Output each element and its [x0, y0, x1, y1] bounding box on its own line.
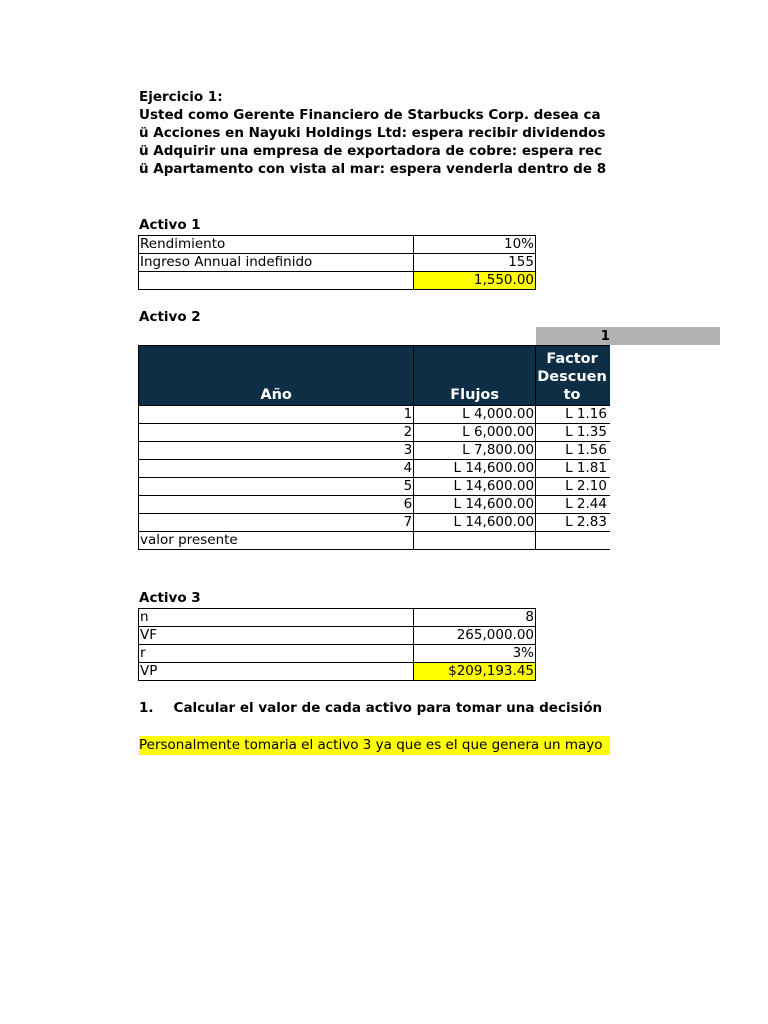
activo3-label[interactable]: n — [139, 609, 414, 627]
header-factor-line: Factor — [546, 351, 598, 367]
table-row — [139, 645, 536, 663]
table-row — [139, 406, 611, 424]
table-header-row — [139, 346, 611, 406]
header-factor[interactable] — [536, 346, 610, 406]
year-cell[interactable]: 6 — [139, 496, 414, 514]
activo2-title: Activo 2 — [139, 309, 201, 325]
factor-value: L 2.44 — [565, 496, 607, 512]
table-row — [139, 532, 611, 550]
activo3-value[interactable]: 8 — [414, 609, 536, 627]
present-value-factor-cell[interactable] — [536, 532, 610, 550]
factor-value: L 2.10 — [565, 478, 607, 494]
year-cell[interactable]: 1 — [139, 406, 414, 424]
activo1-title: Activo 1 — [139, 217, 201, 233]
year-cell[interactable]: 2 — [139, 424, 414, 442]
factor-cell[interactable] — [536, 406, 610, 424]
activo2-table — [138, 345, 610, 550]
activo3-result[interactable]: $209,193.45 — [414, 663, 536, 681]
activo1-value[interactable]: 10% — [414, 236, 536, 254]
header-factor-line: to — [563, 387, 581, 403]
flow-cell[interactable]: L 4,000.00 — [414, 406, 536, 424]
table-row — [139, 627, 536, 645]
intro-line-2: ü Acciones en Nayuki Holdings Ltd: espera recibir dividendos — [139, 125, 606, 141]
year-cell[interactable]: 5 — [139, 478, 414, 496]
activo3-value[interactable]: 265,000.00 — [414, 627, 536, 645]
factor-value: L 1.81 — [565, 460, 607, 476]
table-row — [139, 609, 536, 627]
question — [139, 699, 610, 717]
factor-cell[interactable] — [536, 514, 610, 532]
table-row — [139, 496, 611, 514]
table-row — [139, 478, 611, 496]
activo1-label[interactable] — [139, 272, 414, 290]
factor-value: L 1.56 — [565, 442, 607, 458]
table-row — [139, 424, 611, 442]
activo3-label[interactable]: VF — [139, 627, 414, 645]
year-cell[interactable]: 3 — [139, 442, 414, 460]
activo3-title: Activo 3 — [139, 590, 201, 606]
column-header-bar — [536, 327, 720, 345]
flow-cell[interactable]: L 14,600.00 — [414, 460, 536, 478]
header-flows[interactable]: Flujos — [414, 346, 536, 406]
activo3-value[interactable]: 3% — [414, 645, 536, 663]
table-row — [139, 254, 536, 272]
question-number: 1. — [139, 700, 154, 716]
table-row — [139, 514, 611, 532]
intro-line-4: ü Apartamento con vista al mar: espera venderla dentro de 8 — [139, 161, 607, 177]
table-row — [139, 272, 536, 290]
factor-value: L 2.83 — [565, 514, 607, 530]
activo1-result[interactable]: 1,550.00 — [414, 272, 536, 290]
header-year[interactable]: Año — [139, 346, 414, 406]
table-row — [139, 442, 611, 460]
year-cell[interactable]: 4 — [139, 460, 414, 478]
answer-highlight: Personalmente tomaria el activo 3 ya que es el que genera un mayo — [139, 736, 610, 755]
factor-value: L 1.16 — [565, 406, 607, 422]
factor-cell[interactable] — [536, 424, 610, 442]
flow-cell[interactable]: L 14,600.00 — [414, 514, 536, 532]
activo1-table — [138, 235, 536, 290]
flow-cell[interactable]: L 14,600.00 — [414, 496, 536, 514]
activo1-label[interactable]: Ingreso Annual indefinido — [139, 254, 414, 272]
table-row — [139, 460, 611, 478]
factor-cell[interactable] — [536, 460, 610, 478]
present-value-label[interactable]: valor presente — [139, 532, 414, 550]
factor-cell[interactable] — [536, 442, 610, 460]
header-factor-line: Descuen — [537, 369, 607, 385]
activo2-table-clip — [138, 345, 610, 555]
activo3-label[interactable]: r — [139, 645, 414, 663]
factor-cell[interactable] — [536, 478, 610, 496]
year-cell[interactable]: 7 — [139, 514, 414, 532]
activo3-label[interactable]: VP — [139, 663, 414, 681]
activo1-value[interactable]: 155 — [414, 254, 536, 272]
flow-cell[interactable]: L 6,000.00 — [414, 424, 536, 442]
activo1-label[interactable]: Rendimiento — [139, 236, 414, 254]
exercise-title: Ejercicio 1: — [139, 89, 223, 105]
question-text: Calcular el valor de cada activo para tomar una decisión — [173, 700, 603, 716]
factor-cell[interactable] — [536, 496, 610, 514]
flow-cell[interactable]: L 14,600.00 — [414, 478, 536, 496]
column-header-number: 1 — [600, 328, 610, 344]
flow-cell[interactable]: L 7,800.00 — [414, 442, 536, 460]
intro-line-3: ü Adquirir una empresa de exportadora de cobre: espera rec — [139, 143, 603, 159]
table-row — [139, 663, 536, 681]
table-row — [139, 236, 536, 254]
factor-value: L 1.35 — [565, 424, 607, 440]
intro-line-1: Usted como Gerente Financiero de Starbucks Corp. desea ca — [139, 107, 601, 123]
present-value-cell[interactable] — [414, 532, 536, 550]
activo3-table — [138, 608, 536, 681]
